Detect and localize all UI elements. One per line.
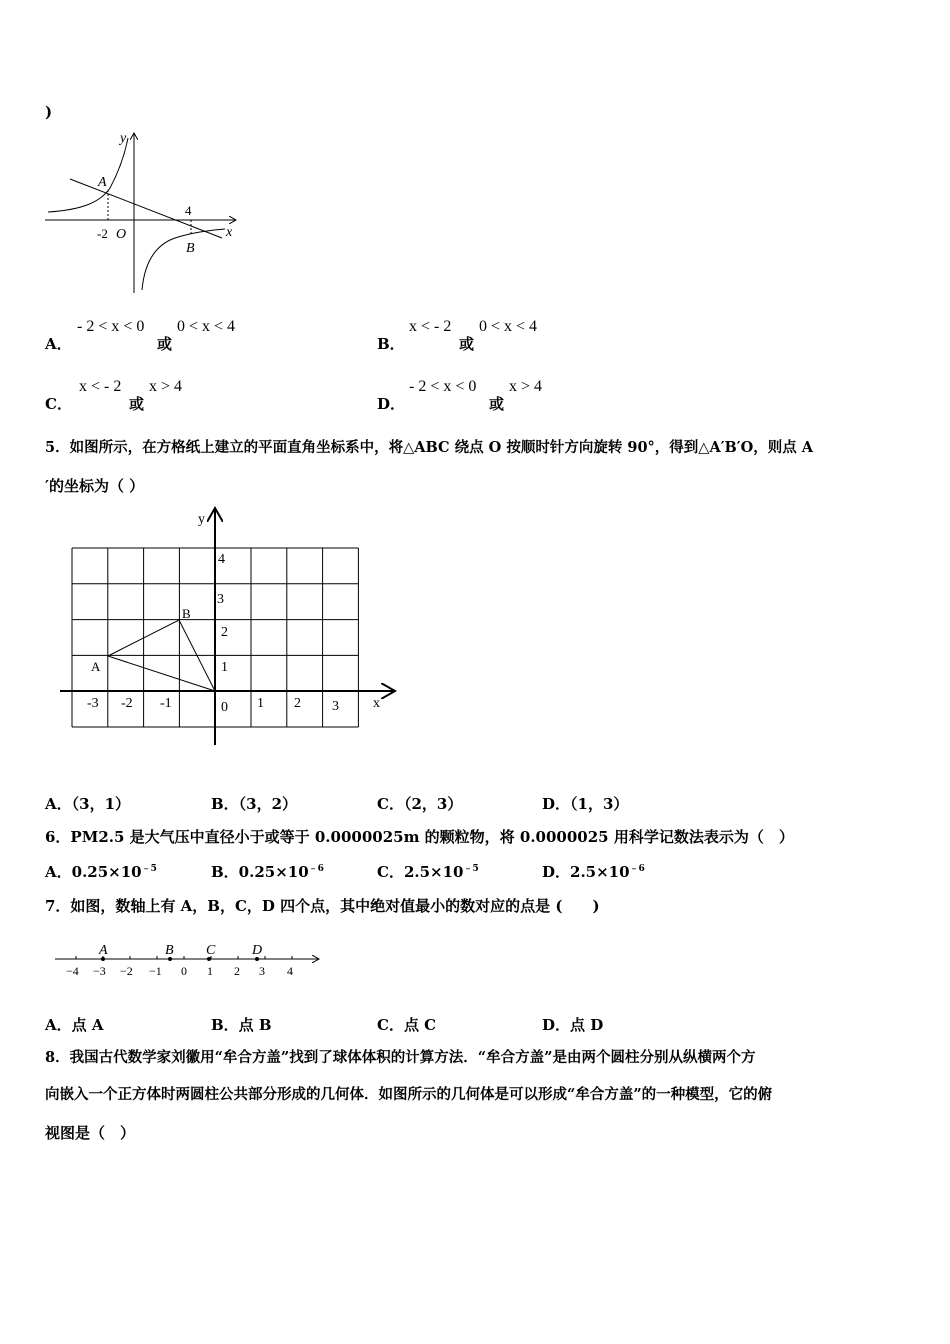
y-tick: 2: [221, 625, 228, 640]
graph-tick-4: 4: [185, 203, 192, 218]
nl-point-b: B: [165, 943, 174, 958]
nl-tick-label: −3: [93, 964, 106, 978]
line-ab: [70, 179, 222, 238]
nl-tick-label: −2: [120, 964, 133, 978]
q5-grid-figure: [55, 505, 400, 750]
q5-option-b[interactable]: B．（3，2）: [211, 795, 298, 813]
q8-stem-line1: 8．我国古代数学家刘徽用“牟合方盖”找到了球体体积的计算方法．“牟合方盖”是由两个圆柱分别从纵横两个方: [45, 1049, 756, 1066]
number-line-tick-labels: [66, 964, 293, 978]
nl-tick-label: −4: [66, 964, 79, 978]
q8-stem-line3: 视图是（ ）: [45, 1124, 136, 1142]
nl-tick-label: 2: [234, 964, 240, 978]
q7-option-b[interactable]: B．点 B: [211, 1016, 272, 1034]
nl-tick-label: 0: [181, 964, 187, 978]
graph-origin-label: O: [116, 227, 127, 242]
grid-y-label: y: [198, 512, 205, 527]
q7-number-line: [50, 935, 330, 985]
x-tick: 2: [294, 696, 301, 711]
q6-stem: 6．PM2.5 是大气压中直径小于或等于 0.0000025m 的颗粒物，将 0.0000025 用科学记数法表示为（ ）: [45, 828, 794, 846]
nl-point-d: D: [252, 943, 263, 958]
q6-option-d[interactable]: D．$2.5\times 10^{﹣6}$: [542, 863, 645, 881]
q5-stem-line2: ′的坐标为（ ）: [45, 477, 145, 495]
y-tick: 3: [217, 592, 224, 607]
graph-point-b: B: [186, 241, 195, 256]
q7-option-a[interactable]: A．点 A: [45, 1016, 104, 1034]
x-tick: 0: [221, 700, 228, 715]
nl-tick-label: −1: [149, 964, 162, 978]
grid-x-label: x: [373, 696, 380, 711]
nl-point-c: C: [206, 943, 216, 958]
q7-stem: 7．如图，数轴上有 A，B，C，D 四个点，其中绝对值最小的数对应的点是 ( ): [45, 897, 600, 915]
q4-function-graph: [40, 128, 250, 298]
q6-option-a[interactable]: A．$0.25\times 10^{﹣5}$: [45, 863, 157, 881]
q7-option-c[interactable]: C．点 C: [377, 1016, 437, 1034]
graph-y-label: y: [120, 131, 127, 146]
q6-option-b[interactable]: B．$0.25\times 10^{﹣6}$: [211, 863, 324, 881]
x-tick: -3: [87, 696, 99, 711]
q8-stem-line2: 向嵌入一个正方体时两圆柱公共部分形成的几何体．如图所示的几何体是可以形成“牟合方盖”的一种模型，它的俯: [45, 1086, 773, 1103]
grid-y-ticks: [217, 552, 228, 675]
grid-point-b: B: [182, 606, 191, 621]
grid-x-ticks: [87, 696, 339, 715]
q5-option-c[interactable]: C．（2，3）: [377, 795, 463, 813]
q7-option-d[interactable]: D．点 D: [542, 1016, 604, 1034]
x-tick: -2: [121, 696, 133, 711]
q5-option-a[interactable]: A．（3，1）: [45, 795, 131, 813]
x-tick: 3: [332, 699, 339, 714]
graph-tick-neg2: -2: [97, 226, 108, 241]
nl-point-a: A: [99, 943, 108, 958]
x-tick: -1: [160, 696, 172, 711]
y-tick: 4: [218, 552, 225, 567]
graph-point-a: A: [98, 175, 107, 190]
nl-tick-label: 4: [287, 964, 293, 978]
grid-point-a: A: [91, 659, 101, 674]
graph-x-label: x: [226, 225, 233, 240]
q5-stem-line1: 5．如图所示，在方格纸上建立的平面直角坐标系中，将△ABC 绕点 O 按顺时针方向旋转 90°，得到△A′B′O，则点 A: [45, 439, 814, 456]
hyperbola-left-branch: [48, 138, 128, 212]
continued-paren: ): [45, 103, 53, 121]
x-tick: 1: [257, 696, 264, 711]
nl-tick-label: 3: [259, 964, 265, 978]
q5-option-d[interactable]: D．（1，3）: [542, 795, 629, 813]
q6-option-c[interactable]: C．$2.5\times 10^{﹣5}$: [377, 863, 479, 881]
nl-tick-label: 1: [207, 964, 213, 978]
hyperbola-right-branch: [142, 229, 225, 290]
y-tick: 1: [221, 660, 228, 675]
